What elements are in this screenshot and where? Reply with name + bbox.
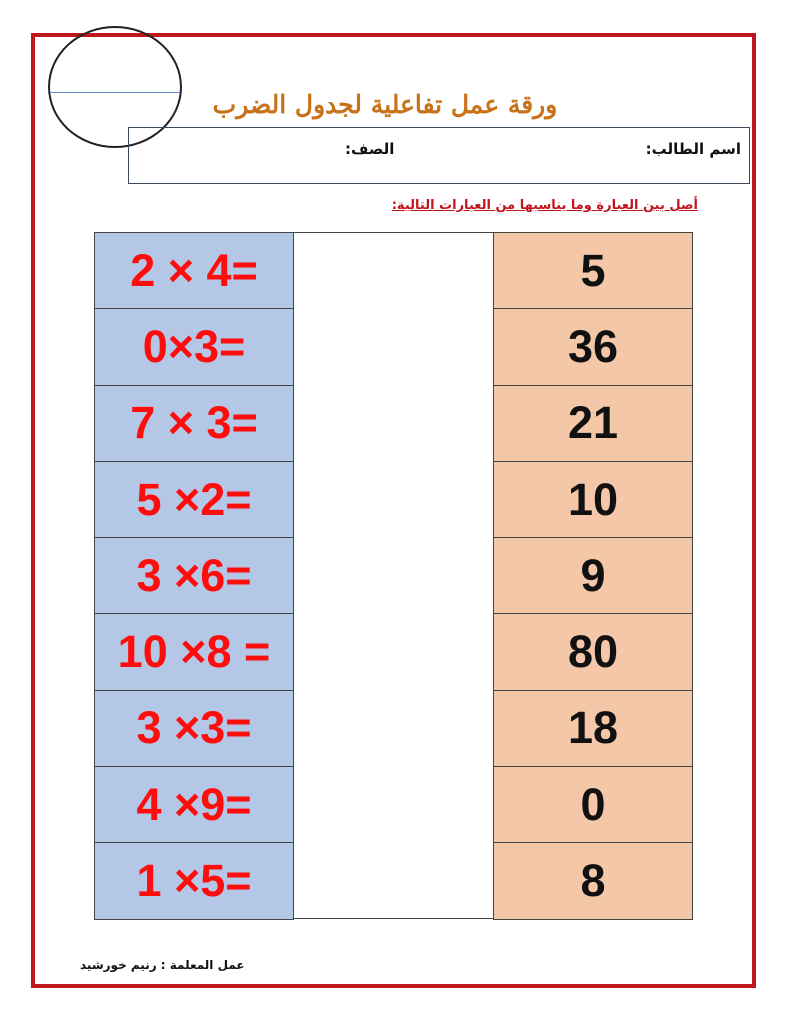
expressions-column bbox=[94, 232, 294, 920]
instruction-text: أصل بين العبارة وما يناسبها من العبارات التالية: bbox=[391, 198, 698, 213]
expression-cell[interactable]: 7 × 3= bbox=[94, 386, 294, 462]
class-label: الصف: bbox=[345, 140, 395, 158]
expression-cell[interactable]: 4 ×9= bbox=[94, 767, 294, 843]
expression-cell[interactable]: 10 ×8 = bbox=[94, 614, 294, 690]
page-title: ورقة عمل تفاعلية لجدول الضرب bbox=[212, 90, 558, 119]
answer-cell[interactable]: 36 bbox=[493, 309, 693, 385]
expression-cell[interactable]: 3 ×6= bbox=[94, 538, 294, 614]
answer-cell[interactable]: 18 bbox=[493, 691, 693, 767]
teacher-credit: عمل المعلمة : رنيم خورشيد bbox=[80, 958, 245, 972]
answer-cell[interactable]: 80 bbox=[493, 614, 693, 690]
answer-cell[interactable]: 10 bbox=[493, 462, 693, 538]
expression-cell[interactable]: 2 × 4= bbox=[94, 233, 294, 309]
answers-column bbox=[493, 232, 693, 920]
answer-cell[interactable]: 21 bbox=[493, 386, 693, 462]
expression-cell[interactable]: 3 ×3= bbox=[94, 691, 294, 767]
answer-cell[interactable]: 8 bbox=[493, 843, 693, 919]
answer-cell[interactable]: 0 bbox=[493, 767, 693, 843]
answer-cell[interactable]: 5 bbox=[493, 233, 693, 309]
matching-area[interactable] bbox=[294, 232, 493, 919]
expression-cell[interactable]: 5 ×2= bbox=[94, 462, 294, 538]
expression-cell[interactable]: 0×3= bbox=[94, 309, 294, 385]
answer-cell[interactable]: 9 bbox=[493, 538, 693, 614]
student-name-label: اسم الطالب: bbox=[645, 140, 741, 158]
grade-circle-divider bbox=[50, 92, 180, 93]
expression-cell[interactable]: 1 ×5= bbox=[94, 843, 294, 919]
